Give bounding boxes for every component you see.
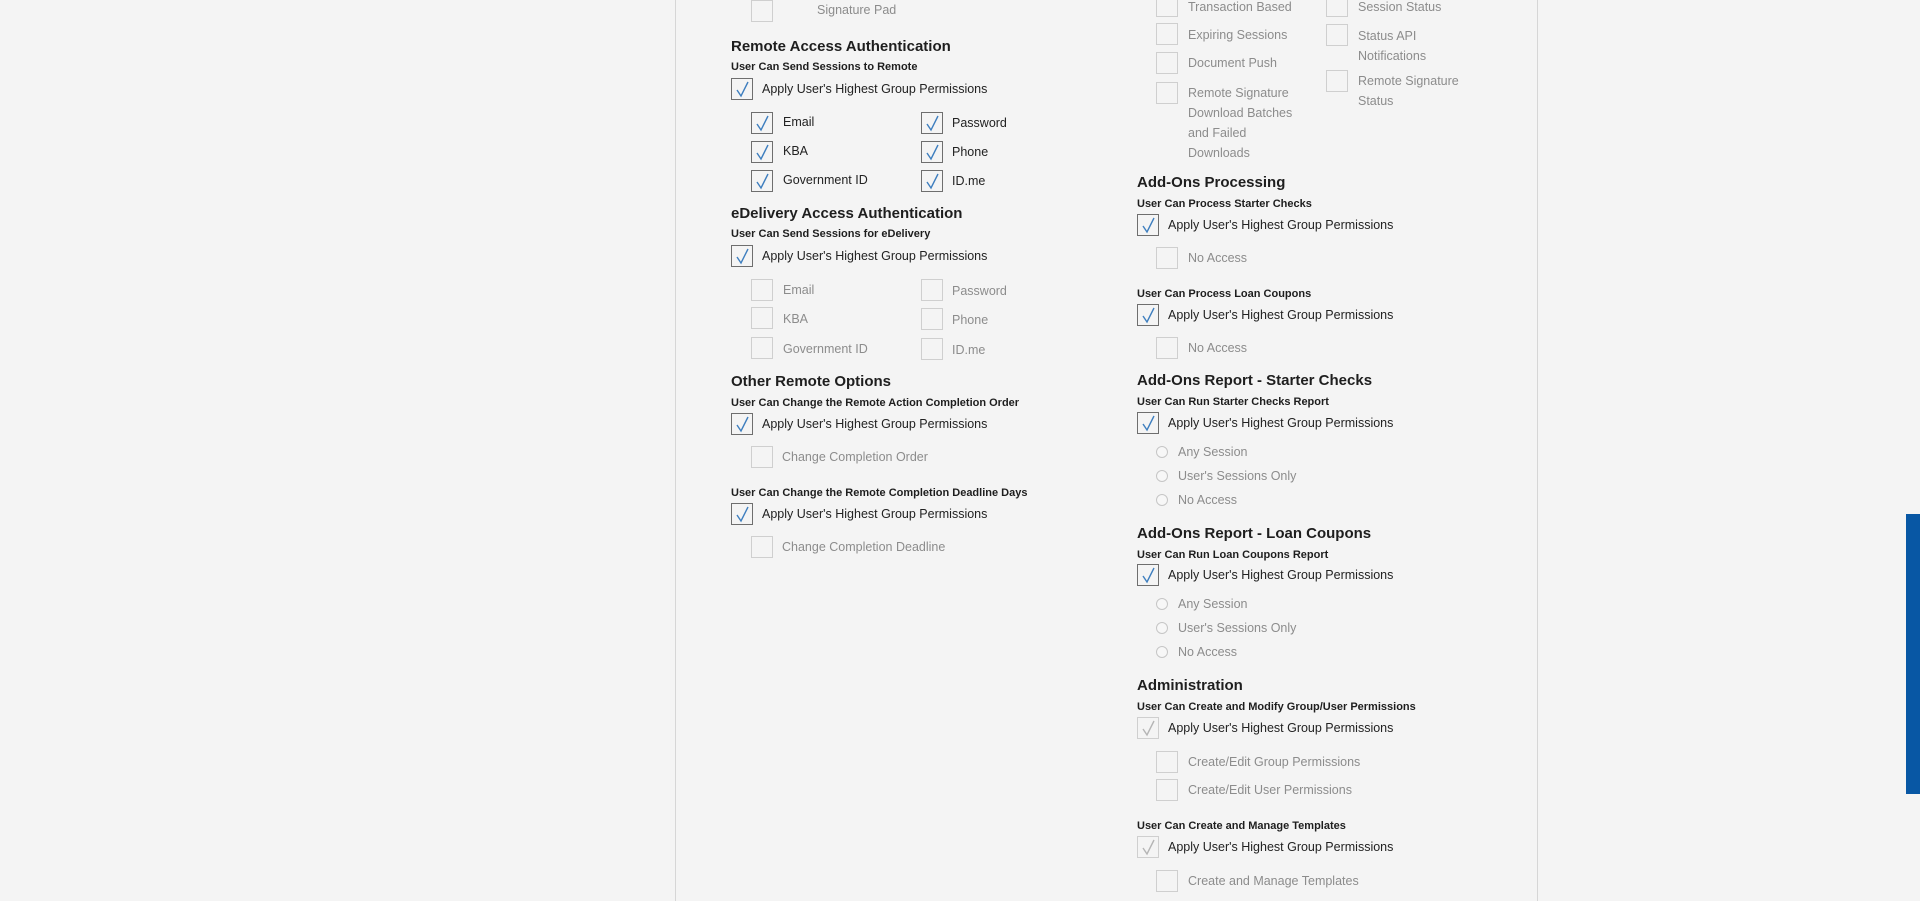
user-permissions-checkbox[interactable] <box>1156 779 1178 801</box>
report-starter-none-radio[interactable] <box>1156 494 1168 506</box>
deadline-apply-label: Apply User's Highest Group Permissions <box>762 507 988 521</box>
signature-pad-checkbox[interactable] <box>751 0 773 22</box>
remote-signature-download-checkbox[interactable] <box>1156 82 1178 104</box>
edelivery-heading: eDelivery Access Authentication <box>731 205 963 222</box>
report-starter-none-label: No Access <box>1178 493 1238 507</box>
edelivery-govid-checkbox[interactable] <box>751 337 773 359</box>
report-starter-subheading: User Can Run Starter Checks Report <box>1137 396 1329 408</box>
change-order-checkbox[interactable] <box>751 446 773 468</box>
report-loan-apply-label: Apply User's Highest Group Permissions <box>1168 568 1394 582</box>
loan-coupons-subheading: User Can Process Loan Coupons <box>1137 288 1312 300</box>
change-order-label: Change Completion Order <box>782 450 928 464</box>
report-loan-none-radio[interactable] <box>1156 646 1168 658</box>
starter-no-access-label: No Access <box>1188 251 1248 265</box>
starter-apply-label: Apply User's Highest Group Permissions <box>1168 218 1394 232</box>
group-permissions-label: Create/Edit Group Permissions <box>1188 755 1361 769</box>
report-loan-own-radio[interactable] <box>1156 622 1168 634</box>
remote-apply-checkbox[interactable] <box>731 78 753 100</box>
remote-kba-label: KBA <box>783 144 809 158</box>
edelivery-kba-checkbox[interactable] <box>751 307 773 329</box>
change-deadline-checkbox[interactable] <box>751 536 773 558</box>
loan-no-access-label: No Access <box>1188 341 1248 355</box>
remote-signature-download-label-2: Download Batches <box>1188 106 1293 120</box>
manage-templates-checkbox[interactable] <box>1156 870 1178 892</box>
report-starter-apply-checkbox[interactable] <box>1137 412 1159 434</box>
loan-no-access-checkbox[interactable] <box>1156 337 1178 359</box>
session-status-label: Session Status <box>1358 0 1442 14</box>
other-remote-heading: Other Remote Options <box>731 373 892 390</box>
remote-access-heading: Remote Access Authentication <box>731 38 951 55</box>
user-permissions-label: Create/Edit User Permissions <box>1188 783 1352 797</box>
edelivery-kba-label: KBA <box>783 312 809 326</box>
remote-idme-label: ID.me <box>952 174 986 188</box>
remote-signature-status-checkbox[interactable] <box>1326 70 1348 92</box>
remote-signature-download-label-3: and Failed <box>1188 126 1247 140</box>
loan-apply-checkbox[interactable] <box>1137 304 1159 326</box>
document-push-label: Document Push <box>1188 56 1277 70</box>
remote-signature-download-label-1: Remote Signature <box>1188 86 1289 100</box>
expiring-sessions-label: Expiring Sessions <box>1188 28 1288 42</box>
remote-email-checkbox[interactable] <box>751 112 773 134</box>
edelivery-phone-label: Phone <box>952 313 989 327</box>
remote-password-label: Password <box>952 116 1007 130</box>
starter-checks-subheading: User Can Process Starter Checks <box>1137 198 1312 210</box>
report-loan-any-radio[interactable] <box>1156 598 1168 610</box>
report-loan-heading: Add-Ons Report - Loan Coupons <box>1137 525 1372 542</box>
addons-processing-heading: Add-Ons Processing <box>1137 174 1286 191</box>
remote-phone-label: Phone <box>952 145 989 159</box>
deadline-subheading: User Can Change the Remote Completion Deadline Days <box>731 487 1028 499</box>
expiring-sessions-checkbox[interactable] <box>1156 23 1178 45</box>
edelivery-idme-label: ID.me <box>952 343 986 357</box>
report-starter-apply-label: Apply User's Highest Group Permissions <box>1168 416 1394 430</box>
loan-apply-label: Apply User's Highest Group Permissions <box>1168 308 1394 322</box>
remote-signature-status-label-1: Remote Signature <box>1358 74 1459 88</box>
remote-idme-checkbox[interactable] <box>921 170 943 192</box>
remote-access-subheading: User Can Send Sessions to Remote <box>731 61 918 73</box>
edelivery-govid-label: Government ID <box>783 342 868 356</box>
status-api-checkbox[interactable] <box>1326 24 1348 46</box>
report-starter-any-radio[interactable] <box>1156 446 1168 458</box>
report-loan-any-label: Any Session <box>1178 597 1248 611</box>
edelivery-apply-checkbox[interactable] <box>731 245 753 267</box>
signature-pad-label: Signature Pad <box>817 3 897 17</box>
remote-apply-label: Apply User's Highest Group Permissions <box>762 82 988 96</box>
change-deadline-label: Change Completion Deadline <box>782 540 946 554</box>
order-apply-label: Apply User's Highest Group Permissions <box>762 417 988 431</box>
report-starter-any-label: Any Session <box>1178 445 1248 459</box>
report-loan-none-label: No Access <box>1178 645 1238 659</box>
permissions-panel <box>675 0 1538 901</box>
templates-subheading: User Can Create and Manage Templates <box>1137 820 1346 832</box>
document-push-checkbox[interactable] <box>1156 52 1178 74</box>
remote-signature-status-label-2: Status <box>1358 94 1394 108</box>
edelivery-idme-checkbox[interactable] <box>921 338 943 360</box>
admin-permissions-subheading: User Can Create and Modify Group/User Permissions <box>1137 701 1416 713</box>
starter-apply-checkbox[interactable] <box>1137 214 1159 236</box>
remote-signature-download-label-4: Downloads <box>1188 146 1250 160</box>
admin-apply-checkbox[interactable] <box>1137 717 1159 739</box>
remote-govid-label: Government ID <box>783 173 868 187</box>
edelivery-subheading: User Can Send Sessions for eDelivery <box>731 228 931 240</box>
remote-password-checkbox[interactable] <box>921 112 943 134</box>
remote-phone-checkbox[interactable] <box>921 141 943 163</box>
report-loan-subheading: User Can Run Loan Coupons Report <box>1137 549 1329 561</box>
edelivery-email-checkbox[interactable] <box>751 279 773 301</box>
manage-templates-label: Create and Manage Templates <box>1188 874 1359 888</box>
edelivery-password-checkbox[interactable] <box>921 279 943 301</box>
scrollbar-thumb[interactable] <box>1906 514 1920 794</box>
edelivery-email-label: Email <box>783 283 815 297</box>
remote-email-label: Email <box>783 115 815 129</box>
admin-apply-label: Apply User's Highest Group Permissions <box>1168 721 1394 735</box>
deadline-apply-checkbox[interactable] <box>731 503 753 525</box>
transaction-based-checkbox[interactable] <box>1156 0 1178 17</box>
edelivery-apply-label: Apply User's Highest Group Permissions <box>762 249 988 263</box>
report-starter-own-radio[interactable] <box>1156 470 1168 482</box>
order-apply-checkbox[interactable] <box>731 413 753 435</box>
report-starter-own-label: User's Sessions Only <box>1178 469 1297 483</box>
remote-govid-checkbox[interactable] <box>751 170 773 192</box>
templates-apply-checkbox[interactable] <box>1137 836 1159 858</box>
session-status-checkbox[interactable] <box>1326 0 1348 17</box>
completion-order-subheading: User Can Change the Remote Action Completion Order <box>731 397 1020 409</box>
edelivery-phone-checkbox[interactable] <box>921 308 943 330</box>
templates-apply-label: Apply User's Highest Group Permissions <box>1168 840 1394 854</box>
starter-no-access-checkbox[interactable] <box>1156 247 1178 269</box>
transaction-based-label: Transaction Based <box>1188 0 1292 14</box>
group-permissions-checkbox[interactable] <box>1156 751 1178 773</box>
status-api-label-2: Notifications <box>1358 49 1427 63</box>
status-api-label-1: Status API <box>1358 29 1417 43</box>
report-loan-apply-checkbox[interactable] <box>1137 564 1159 586</box>
report-loan-own-label: User's Sessions Only <box>1178 621 1297 635</box>
remote-kba-checkbox[interactable] <box>751 141 773 163</box>
report-starter-heading: Add-Ons Report - Starter Checks <box>1137 372 1373 389</box>
edelivery-password-label: Password <box>952 284 1007 298</box>
administration-heading: Administration <box>1137 677 1243 694</box>
